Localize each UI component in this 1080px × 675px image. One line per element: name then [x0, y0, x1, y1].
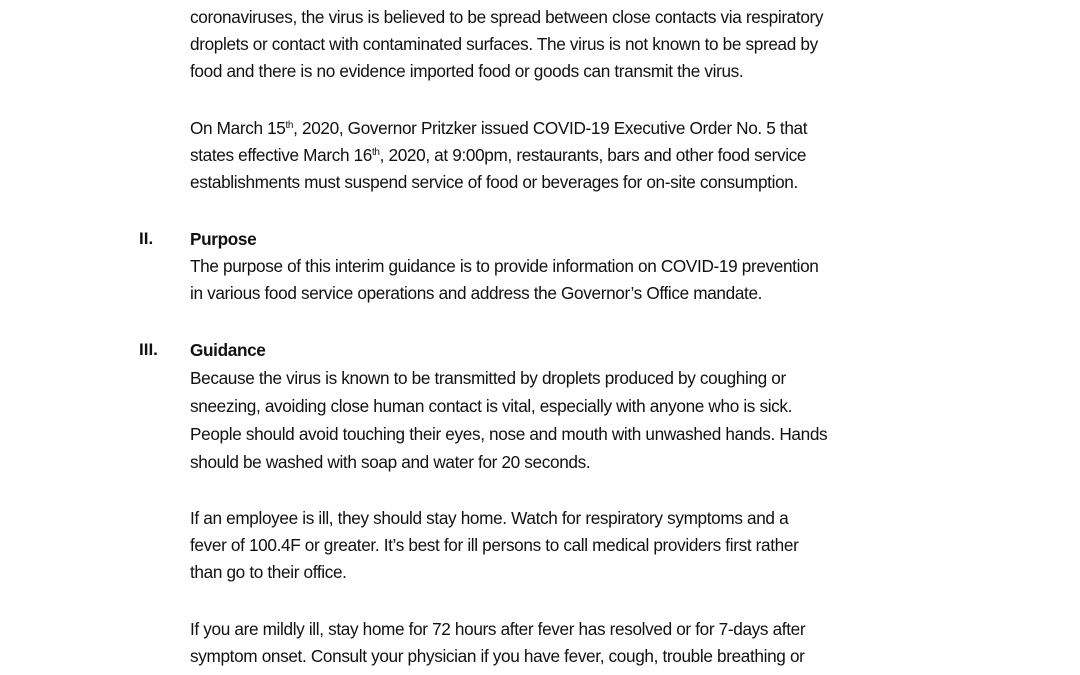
guidance-p1-line-1: Because the virus is known to be transmitted by droplets produced by coughing or — [190, 368, 786, 388]
superscript: th — [372, 147, 380, 158]
section-heading-purpose: Purpose — [190, 229, 257, 249]
guidance-p1-line-2: sneezing, avoiding close human contact is vital, especially with anyone who is sick. — [190, 396, 793, 416]
superscript: th — [285, 120, 294, 131]
purpose-line-2: in various food service operations and address the Governor’s Office mandate. — [190, 283, 763, 303]
executive-order-line-2 — [190, 141, 806, 169]
text: On March 15 — [190, 118, 286, 138]
guidance-p2-line-3: than go to their office. — [190, 562, 347, 582]
intro-line-2: droplets or contact with contaminated surfaces. The virus is not known to be spread by — [190, 34, 818, 54]
executive-order-line-1 — [190, 114, 807, 142]
intro-line-3: food and there is no evidence imported food or goods can transmit the virus. — [190, 61, 744, 81]
text: , 2020, at 9:00pm, restaurants, bars and other food service — [379, 145, 807, 165]
intro-line-1: coronaviruses, the virus is believed to be spread between close contacts via respiratory — [190, 7, 824, 27]
executive-order-line-3: establishments must suspend service of food or beverages for on-site consumption. — [190, 172, 798, 192]
guidance-p3-line-1: If you are mildly ill, stay home for 72 hours after fever has resolved or for 7-days after — [190, 619, 806, 639]
text: states effective March 16 — [190, 145, 372, 165]
section-numeral-iii: III. — [139, 340, 158, 359]
guidance-p1-line-4: should be washed with soap and water for 20 seconds. — [190, 452, 591, 472]
guidance-p3-line-2: symptom onset. Consult your physician if you have fever, cough, trouble breathing or — [190, 646, 805, 666]
purpose-line-1: The purpose of this interim guidance is to provide information on COVID-19 prevention — [190, 256, 819, 276]
guidance-p2-line-1: If an employee is ill, they should stay home. Watch for respiratory symptoms and a — [190, 508, 789, 528]
guidance-p2-line-2: fever of 100.4F or greater. It’s best for ill persons to call medical providers first rather — [190, 535, 799, 555]
guidance-p1-line-3: People should avoid touching their eyes, nose and mouth with unwashed hands. Hands — [190, 424, 828, 444]
section-heading-guidance: Guidance — [190, 340, 266, 360]
section-numeral-ii: II. — [139, 229, 154, 248]
text: , 2020, Governor Pritzker issued COVID-19 Executive Order No. 5 that — [293, 118, 808, 138]
